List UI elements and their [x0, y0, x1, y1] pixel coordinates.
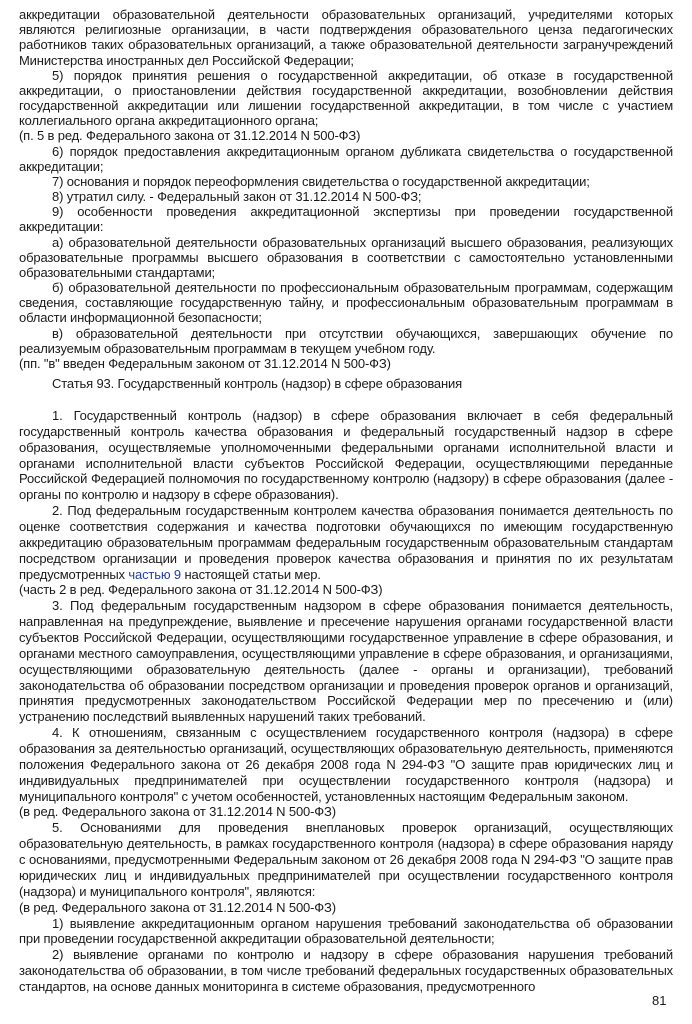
article-paragraph-1: 1. Государственный контроль (надзор) в сфере образования включает в себя федеральный государственный контроль качества образования и федеральный государственный надзор в сфере образования, осуществляемые уполномоченными федеральными органами исполнительной власти и органами исполнительной власти субъектов Российской Федерации, осуществляющими переданные Российской Федерацией полномочия по государственному контролю (надзору) в сфере образования (далее - органы по контролю и надзору в сфере образования).: [19, 408, 673, 503]
amendment-note: (в ред. Федерального закона от 31.12.2014 N 500-ФЗ): [19, 899, 336, 915]
sub-item-v: в) образовательной деятельности при отсутствии обучающихся, завершающих обучение по реализуемым образовательным программам в текущем учебном году.: [19, 325, 673, 356]
article-paragraph-4: 4. К отношениям, связанным с осуществлением государственного контроля (надзора) в сфере образования за деятельностью организаций, осуществляющих образовательную деятельность, применяются положения Федерального закона от 26 декабря 2008 года N 294-ФЗ "О защите прав юридических лиц и индивидуальных предпринимателей при осуществлении государственного контроля (надзора) и муниципального контроля" с учетом особенностей, установленных настоящим Федеральным законом.: [19, 725, 673, 804]
article-paragraph-2: [19, 503, 673, 582]
list-item-6: 6) порядок предоставления аккредитационным органом дубликата свидетельства о государственной аккредитации;: [19, 143, 673, 174]
page-number: 81: [652, 993, 667, 1008]
paragraph-text: 2. Под федеральным государственным контролем качества образования понимается деятельность по оценке соответствия содержания и качества подготовки обучающихся по имеющим государственную аккредитацию образовательным программам федеральным государственным образовательным стандартам посредством организации и проведения проверок качества образования и принятия по их результатам предусмотренных: [19, 503, 673, 582]
list-item-9: 9) особенности проведения аккредитационной экспертизы при проведении государственной аккредитации:: [19, 204, 673, 235]
article-title: Статья 93. Государственный контроль (надзор) в сфере образования: [52, 376, 463, 391]
article-paragraph-5: 5. Основаниями для проведения внеплановых проверок организаций, осуществляющих образовательную деятельность, в рамках государственного контроля (надзора) в сфере образования наряду с основаниями, предусмотренными Федеральным законом от 26 декабря 2008 года N 294-ФЗ "О защите прав юридических лиц и индивидуальных предпринимателей при осуществлении государственного контроля (надзора) и муниципального контроля", являются:: [19, 820, 673, 899]
list-item-1: 1) выявление аккредитационным органом нарушения требований законодательства об образовании при проведении государственной аккредитации образовательной деятельности;: [19, 915, 673, 947]
article-93-body: [19, 408, 673, 995]
article-heading-block: [19, 376, 673, 391]
previous-article-continuation: [19, 7, 673, 371]
sub-item-b: б) образовательной деятельности по профессиональным образовательным программам, содержащим сведения, составляющие государственную тайну, и профессиональным образовательным программам в области информационной безопасности;: [19, 280, 673, 326]
article-paragraph-3: 3. Под федеральным государственным надзором в сфере образования понимается деятельность, направленная на предупреждение, выявление и пресечение нарушения органами государственной власти субъектов Российской Федерации, осуществляющими государственное управление в сфере образования, и органами местного самоуправления, осуществляющими управление в сфере образования, и организациями, осуществляющими образовательную деятельность (далее - органы и организации), требований законодательства об образовании посредством организации и проведения проверок органов и организаций, принятия предусмотренных законодательством Российской Федерации мер по пресечению и (или) устранению последствий выявленных нарушений таких требований.: [19, 598, 673, 725]
list-item-2: 2) выявление органами по контролю и надзору в сфере образования нарушения требований законодательства об образовании, в том числе требований федеральных государственных образовательных стандартов, на основе данных мониторинга в системе образования, предусмотренного: [19, 947, 673, 994]
list-item-7: 7) основания и порядок переоформления свидетельства о государственной аккредитации;: [52, 173, 590, 189]
list-item-5: 5) порядок принятия решения о государственной аккредитации, об отказе в государственной аккредитации, о приостановлении действия государственной аккредитации, возобновлении действия государственной аккредитации или лишении государственной аккредитации, в том числе с участием коллегиального органа аккредитационного органа;: [19, 67, 673, 129]
part-9-link[interactable]: частью 9: [128, 566, 181, 582]
amendment-note: (пп. "в" введен Федеральным законом от 31.12.2014 N 500-ФЗ): [19, 355, 391, 371]
amendment-note: (п. 5 в ред. Федерального закона от 31.12.2014 N 500-ФЗ): [19, 128, 361, 144]
list-item-8: 8) утратил силу. - Федеральный закон от 31.12.2014 N 500-ФЗ;: [52, 189, 422, 205]
sub-item-a: а) образовательной деятельности образовательных организаций высшего образования, реализующих образовательные программы высшего образования в соответствии с самостоятельно установленными образовательными стандартами;: [19, 234, 673, 280]
amendment-note: (часть 2 в ред. Федерального закона от 31.12.2014 N 500-ФЗ): [19, 582, 383, 598]
amendment-note: (в ред. Федерального закона от 31.12.2014 N 500-ФЗ): [19, 804, 336, 820]
paragraph-continuation: аккредитации образовательной деятельности образовательных организаций, учредителями которых являются религиозные организации, в части подтверждения образовательного ценза педагогических работников таких образовательных организаций, а также образовательной деятельности загранучреждений Министерства иностранных дел Российской Федерации;: [19, 7, 673, 68]
paragraph-text: настоящей статьи мер.: [181, 566, 321, 582]
